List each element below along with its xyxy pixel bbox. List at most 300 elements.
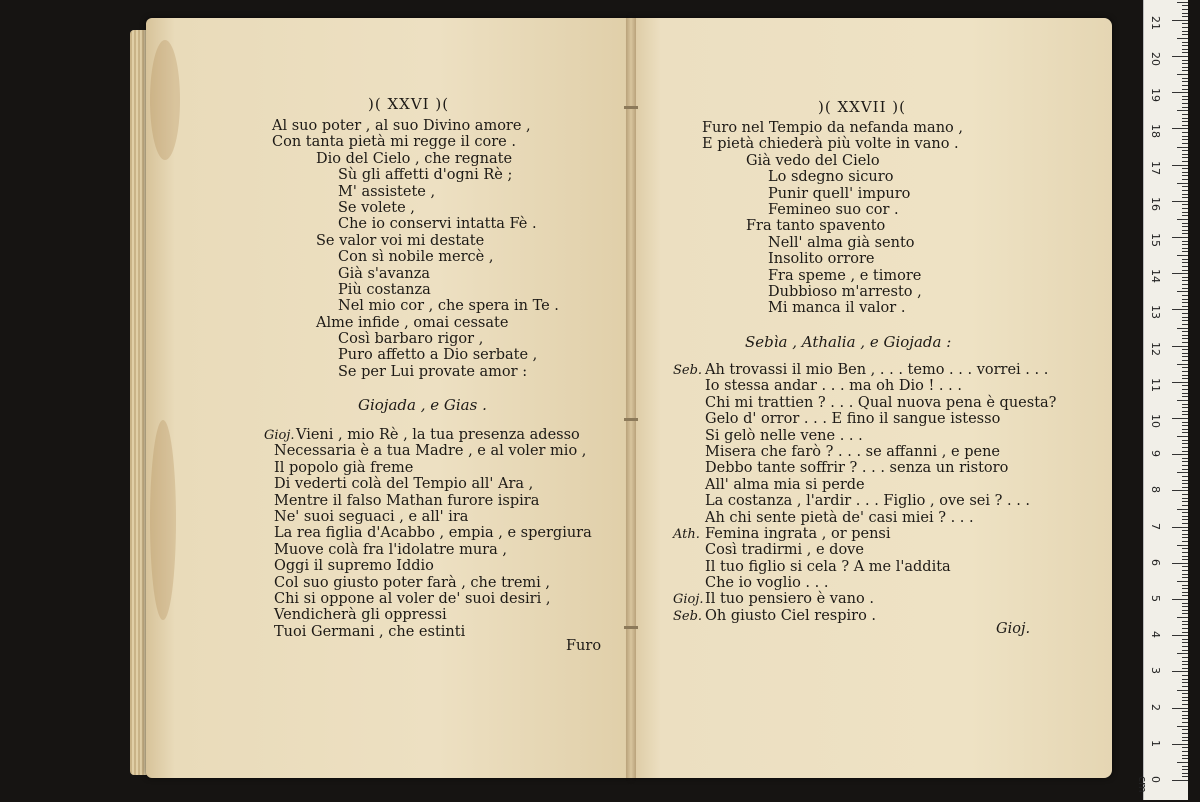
text-line <box>272 167 559 183</box>
ruler-tick <box>1182 675 1188 676</box>
ruler-tick <box>1182 758 1188 759</box>
line-text: Che io conservi intatta Fè . <box>338 216 537 233</box>
ruler-tick <box>1182 447 1188 448</box>
ruler-tick <box>1182 342 1188 343</box>
ruler-tick <box>1182 621 1188 622</box>
line-text: Col suo giusto poter farà , che tremi , <box>274 574 551 591</box>
text-line <box>705 378 1056 394</box>
text-line <box>702 153 963 169</box>
text-line <box>272 134 559 150</box>
ruler-tick <box>1182 208 1188 209</box>
ruler-tick <box>1172 527 1188 528</box>
ruler-tick <box>1182 375 1188 376</box>
book-spine <box>626 18 636 778</box>
text-line <box>274 525 592 541</box>
ruler-label: 11 <box>1149 377 1162 392</box>
ruler-tick <box>1177 364 1188 365</box>
ruler-tick <box>1177 400 1188 401</box>
ruler-tick <box>1177 147 1188 148</box>
text-line <box>274 476 592 492</box>
text-line <box>274 624 592 640</box>
ruler-tick <box>1182 299 1188 300</box>
ruler-tick <box>1177 472 1188 473</box>
text-line <box>272 266 559 282</box>
line-text: Femina ingrata , or pensi <box>705 525 891 542</box>
ruler-tick <box>1182 212 1188 213</box>
line-text: Già s'avanza <box>338 265 431 282</box>
ruler-tick <box>1182 89 1188 90</box>
ruler-tick <box>1172 635 1188 636</box>
ruler-tick <box>1182 465 1188 466</box>
line-text: Si gelò nelle vene . . . <box>705 427 863 444</box>
ruler-tick <box>1182 523 1188 524</box>
ruler-tick <box>1182 259 1188 260</box>
right-dialogue-block <box>673 362 1057 624</box>
ruler-tick <box>1182 132 1188 133</box>
text-line <box>673 362 1056 378</box>
ruler-tick <box>1182 552 1188 553</box>
ruler-tick <box>1182 577 1188 578</box>
ruler-tick <box>1182 711 1188 712</box>
ruler-label: 18 <box>1149 124 1162 139</box>
ruler-tick <box>1182 606 1188 607</box>
ruler-tick <box>1182 99 1188 100</box>
ruler-tick <box>1182 766 1188 767</box>
ruler-tick <box>1172 708 1188 709</box>
ruler-tick <box>1182 349 1188 350</box>
ruler-tick <box>1182 335 1188 336</box>
ruler-tick <box>1182 107 1188 108</box>
right-scene-heading: Sebìa , Athalia , e Giojada : <box>745 333 952 351</box>
ruler-tick <box>1182 194 1188 195</box>
ruler-label: 10 <box>1149 414 1162 428</box>
ruler-tick <box>1182 429 1188 430</box>
text-line <box>705 542 1056 558</box>
line-text: Che io voglio . . . <box>705 575 829 592</box>
line-text: Così tradirmi , e dove <box>705 542 864 559</box>
line-text: Dio del Cielo , che regnate <box>316 150 513 167</box>
line-text: Nel mio cor , che spera in Te . <box>338 298 559 315</box>
ruler-tick <box>1182 487 1188 488</box>
ruler-tick <box>1182 422 1188 423</box>
ruler-tick <box>1182 371 1188 372</box>
line-text: Di vederti colà del Tempio all' Ara , <box>274 476 534 493</box>
ruler-label: 5 <box>1149 595 1162 602</box>
ruler-tick <box>1182 737 1188 738</box>
ruler-tick <box>1182 118 1188 119</box>
ruler-tick <box>1182 215 1188 216</box>
ruler-tick <box>1182 360 1188 361</box>
ruler-tick <box>1182 367 1188 368</box>
line-text: Il tuo pensiero è vano . <box>705 591 874 608</box>
text-line <box>705 575 1056 591</box>
left-catchword: Furo <box>566 638 602 654</box>
text-line <box>705 493 1056 509</box>
ruler-tick <box>1182 277 1188 278</box>
ruler-tick <box>1182 729 1188 730</box>
line-text: Mi manca il valor . <box>768 300 906 317</box>
left-verse-block <box>272 118 559 380</box>
ruler-tick <box>1182 60 1188 61</box>
ruler-tick <box>1177 617 1188 618</box>
text-line <box>274 558 592 574</box>
ruler-label: 20 <box>1149 52 1162 66</box>
ruler-tick <box>1182 718 1188 719</box>
ruler-tick <box>1172 273 1188 274</box>
ruler-tick <box>1182 114 1188 115</box>
ruler-tick <box>1182 613 1188 614</box>
ruler-tick <box>1182 541 1188 542</box>
ruler-tick <box>1182 67 1188 68</box>
ruler-label: 17 <box>1149 160 1162 175</box>
line-text: Chi mi trattien ? . . . Qual nuova pena è questa? <box>705 394 1057 411</box>
ruler-tick <box>1182 704 1188 705</box>
line-text: Nell' alma già sento <box>768 234 915 251</box>
ruler-tick <box>1182 63 1188 64</box>
ruler-tick <box>1182 168 1188 169</box>
text-line <box>673 525 1056 542</box>
line-text: Necessaria è a tua Madre , e al voler mio , <box>274 443 587 460</box>
ruler-tick <box>1182 682 1188 683</box>
ruler-tick <box>1182 49 1188 50</box>
ruler-tick <box>1182 150 1188 151</box>
ruler-label: 0 cm <box>1136 776 1162 793</box>
ruler-tick <box>1182 338 1188 339</box>
ruler-tick <box>1182 186 1188 187</box>
text-line <box>272 200 559 216</box>
ruler-tick <box>1182 204 1188 205</box>
ruler-tick <box>1182 353 1188 354</box>
text-line <box>705 559 1056 575</box>
ruler-tick <box>1182 23 1188 24</box>
ruler-tick <box>1182 70 1188 71</box>
ruler-tick <box>1182 295 1188 296</box>
ruler-tick <box>1182 733 1188 734</box>
ruler-tick <box>1182 223 1188 224</box>
line-text: La rea figlia d'Acabbo , empia , e spergiura <box>274 525 592 542</box>
ruler-tick <box>1172 563 1188 564</box>
ruler-tick <box>1182 103 1188 104</box>
ruler-tick <box>1182 556 1188 557</box>
ruler-tick <box>1182 190 1188 191</box>
ruler-tick <box>1172 128 1188 129</box>
ruler-tick <box>1182 461 1188 462</box>
ruler-tick <box>1182 241 1188 242</box>
line-text: Puro affetto a Dio serbate , <box>338 347 538 364</box>
ruler-tick <box>1182 595 1188 596</box>
text-line <box>272 331 559 347</box>
text-line <box>673 591 1056 608</box>
line-text: Il tuo figlio si cela ? A me l'addita <box>705 558 951 575</box>
ruler-tick <box>1182 537 1188 538</box>
ruler-tick <box>1177 509 1188 510</box>
text-line <box>264 427 592 443</box>
ruler-tick <box>1182 657 1188 658</box>
text-line <box>272 315 559 331</box>
speaker-label: Gioj. <box>264 428 295 443</box>
left-page-number: )( XXVI )( <box>368 95 450 113</box>
text-line <box>274 607 592 623</box>
ruler-tick <box>1182 530 1188 531</box>
ruler-tick <box>1172 237 1188 238</box>
ruler-tick <box>1182 175 1188 176</box>
line-text: Ah trovassi il mio Ben , . . . temo . . . vorrei . . . <box>705 362 1049 378</box>
line-text: Se volete , <box>338 199 415 216</box>
line-text: Il popolo già freme <box>274 459 414 476</box>
text-line <box>272 118 559 134</box>
line-text: Più costanza <box>338 281 431 298</box>
ruler-tick <box>1182 393 1188 394</box>
ruler-tick <box>1182 396 1188 397</box>
line-text: Oh giusto Ciel respiro . <box>705 607 877 624</box>
line-text: Vendicherà gli oppressi <box>274 607 447 624</box>
line-text: Oggi il supremo Iddio <box>274 558 434 575</box>
text-line <box>272 347 559 363</box>
ruler-tick <box>1177 74 1188 75</box>
ruler-tick <box>1182 432 1188 433</box>
ruler-label: 21 <box>1149 15 1162 30</box>
ruler-tick <box>1182 686 1188 687</box>
ruler-tick <box>1182 494 1188 495</box>
ruler-tick <box>1182 451 1188 452</box>
ruler-tick <box>1182 197 1188 198</box>
ruler-tick <box>1177 2 1188 3</box>
ruler-tick <box>1182 570 1188 571</box>
text-line <box>272 282 559 298</box>
ruler-tick <box>1177 581 1188 582</box>
text-line <box>705 444 1056 460</box>
ruler-tick <box>1182 284 1188 285</box>
ruler-tick <box>1172 599 1188 600</box>
ruler-tick <box>1182 469 1188 470</box>
ruler-tick <box>1172 309 1188 310</box>
ruler-tick <box>1177 690 1188 691</box>
ruler-tick <box>1182 317 1188 318</box>
ruler-tick <box>1182 458 1188 459</box>
ruler-label: 15 <box>1149 233 1162 247</box>
line-text: Al suo poter , al suo Divino amore , <box>272 118 531 134</box>
line-text: Fra tanto spavento <box>746 218 886 235</box>
text-line <box>274 443 592 459</box>
text-line <box>272 184 559 200</box>
ruler-label: 4 <box>1149 631 1162 639</box>
binding-stitch <box>624 106 638 109</box>
ruler-tick <box>1182 288 1188 289</box>
paper-stain <box>150 420 176 620</box>
ruler-label: 3 <box>1149 667 1162 675</box>
right-verse-block <box>702 120 963 317</box>
line-text: Misera che farò ? . . . se affanni , e pene <box>705 443 1000 460</box>
ruler-tick <box>1182 313 1188 314</box>
text-line <box>274 591 592 607</box>
ruler-tick <box>1182 248 1188 249</box>
ruler-tick <box>1182 646 1188 647</box>
ruler-tick <box>1182 139 1188 140</box>
ruler-tick <box>1182 407 1188 408</box>
ruler-tick <box>1177 726 1188 727</box>
ruler-tick <box>1182 443 1188 444</box>
text-line <box>705 395 1056 411</box>
ruler-tick <box>1182 157 1188 158</box>
ruler-tick <box>1182 172 1188 173</box>
ruler-tick <box>1182 755 1188 756</box>
ruler-tick <box>1182 668 1188 669</box>
ruler-tick <box>1182 389 1188 390</box>
ruler-tick <box>1182 769 1188 770</box>
speaker-label: Gioj. <box>673 592 704 608</box>
measurement-ruler <box>1136 0 1188 800</box>
ruler-label: 13 <box>1149 305 1162 320</box>
line-text: Con sì nobile mercè , <box>338 249 494 266</box>
ruler-tick <box>1182 230 1188 231</box>
ruler-tick <box>1182 233 1188 234</box>
ruler-tick <box>1182 331 1188 332</box>
ruler-tick <box>1182 650 1188 651</box>
line-text: Ah chi sente pietà de' casi miei ? . . . <box>705 509 974 526</box>
text-line <box>702 235 963 251</box>
line-text: Gelo d' orror . . . E fino il sangue istesso <box>705 411 1001 428</box>
ruler-tick <box>1182 534 1188 535</box>
ruler-tick <box>1182 624 1188 625</box>
ruler-tick <box>1182 125 1188 126</box>
text-line <box>705 477 1056 493</box>
line-text: Tuoi Germani , che estinti <box>274 623 466 640</box>
ruler-tick <box>1182 715 1188 716</box>
ruler-tick <box>1182 31 1188 32</box>
ruler-tick <box>1177 436 1188 437</box>
line-text: Chi si oppone al voler de' suoi desiri , <box>274 590 551 607</box>
ruler-tick <box>1182 96 1188 97</box>
ruler-tick <box>1182 559 1188 560</box>
text-line <box>702 202 963 218</box>
ruler-tick <box>1182 34 1188 35</box>
ruler-tick <box>1182 519 1188 520</box>
text-line <box>702 268 963 284</box>
ruler-tick <box>1182 121 1188 122</box>
ruler-tick <box>1182 574 1188 575</box>
ruler-tick <box>1172 780 1188 781</box>
text-line <box>274 509 592 525</box>
ruler-tick <box>1182 262 1188 263</box>
text-line <box>272 216 559 232</box>
line-text: Con tanta pietà mi regge il core . <box>272 134 516 151</box>
ruler-tick <box>1182 566 1188 567</box>
text-line <box>702 186 963 202</box>
ruler-tick <box>1182 592 1188 593</box>
ruler-tick <box>1182 324 1188 325</box>
ruler-tick <box>1172 382 1188 383</box>
speaker-label: Seb. <box>673 363 703 378</box>
ruler-tick <box>1182 16 1188 17</box>
line-text: M' assistete , <box>338 183 436 200</box>
ruler-tick <box>1182 136 1188 137</box>
ruler-label: 9 <box>1149 450 1162 458</box>
ruler-tick <box>1172 165 1188 166</box>
line-text: Già vedo del Cielo <box>746 152 880 169</box>
text-line <box>274 493 592 509</box>
ruler-tick <box>1177 219 1188 220</box>
ruler-label: 8 <box>1149 486 1162 494</box>
ruler-tick <box>1177 762 1188 763</box>
ruler-tick <box>1182 78 1188 79</box>
ruler-tick <box>1182 81 1188 82</box>
line-text: Dubbioso m'arresto , <box>768 283 922 300</box>
ruler-tick <box>1182 27 1188 28</box>
ruler-label: 19 <box>1149 88 1162 103</box>
ruler-tick <box>1182 776 1188 777</box>
ruler-tick <box>1182 404 1188 405</box>
ruler-tick <box>1182 632 1188 633</box>
ruler-tick <box>1177 183 1188 184</box>
ruler-tick <box>1182 52 1188 53</box>
ruler-tick <box>1182 42 1188 43</box>
ruler-tick <box>1182 154 1188 155</box>
ruler-tick <box>1182 642 1188 643</box>
text-line <box>274 542 592 558</box>
left-dialogue-block <box>264 427 592 640</box>
ruler-tick <box>1182 320 1188 321</box>
ruler-tick <box>1182 306 1188 307</box>
text-line <box>272 298 559 314</box>
text-line <box>705 460 1056 476</box>
ruler-tick <box>1172 418 1188 419</box>
ruler-tick <box>1182 773 1188 774</box>
ruler-tick <box>1182 476 1188 477</box>
line-text: Punir quell' impuro <box>768 185 911 202</box>
text-line <box>272 151 559 167</box>
line-text: Lo sdegno sicuro <box>768 169 894 186</box>
line-text: Ne' suoi seguaci , e all' ira <box>274 508 469 525</box>
ruler-tick <box>1182 516 1188 517</box>
line-text: Insolito orrore <box>768 251 875 268</box>
ruler-tick <box>1182 480 1188 481</box>
text-line <box>702 120 963 136</box>
ruler-tick <box>1172 201 1188 202</box>
text-line <box>702 300 963 316</box>
ruler-tick <box>1182 385 1188 386</box>
ruler-tick <box>1182 302 1188 303</box>
ruler-tick <box>1182 603 1188 604</box>
ruler-tick <box>1182 270 1188 271</box>
ruler-tick <box>1182 512 1188 513</box>
ruler-tick <box>1182 498 1188 499</box>
ruler-tick <box>1177 328 1188 329</box>
ruler-tick <box>1172 346 1188 347</box>
ruler-tick <box>1182 585 1188 586</box>
paper-stain <box>150 40 180 160</box>
ruler-tick <box>1177 38 1188 39</box>
ruler-label: 14 <box>1149 269 1162 284</box>
ruler-tick <box>1177 255 1188 256</box>
text-line <box>272 233 559 249</box>
ruler-tick <box>1182 9 1188 10</box>
ruler-tick <box>1172 454 1188 455</box>
line-text: Debbo tante soffrir ? . . . senza un ristoro <box>705 460 1009 477</box>
text-line <box>274 460 592 476</box>
ruler-label: 7 <box>1149 522 1162 530</box>
ruler-tick <box>1177 110 1188 111</box>
ruler-tick <box>1172 490 1188 491</box>
ruler-tick <box>1182 740 1188 741</box>
ruler-tick <box>1182 610 1188 611</box>
ruler-tick <box>1182 85 1188 86</box>
ruler-tick <box>1182 280 1188 281</box>
text-line <box>272 249 559 265</box>
line-text: Vieni , mio Rè , la tua presenza adesso <box>296 427 580 443</box>
line-text: La costanza , l'ardir . . . Figlio , ove sei ? . . . <box>705 493 1031 510</box>
ruler-tick <box>1182 440 1188 441</box>
ruler-tick <box>1182 588 1188 589</box>
